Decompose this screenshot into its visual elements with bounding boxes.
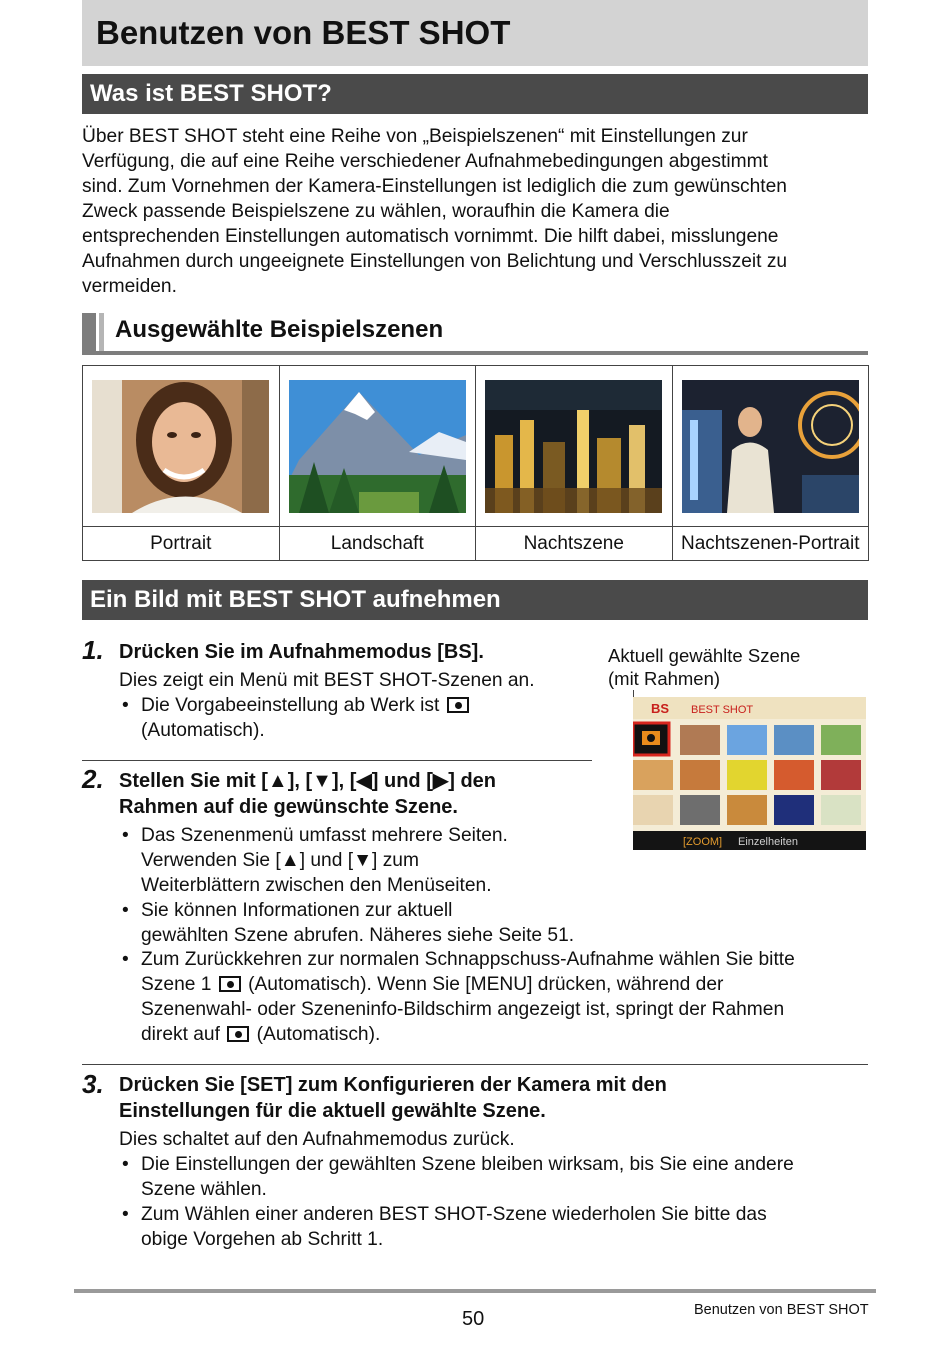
menu-logo: BS	[651, 701, 670, 716]
subsection-title: Ausgewählte Beispielszenen	[115, 316, 444, 343]
step-number: 2.	[82, 764, 104, 794]
bullet-text: Sie können Informationen zur aktuell	[141, 900, 453, 921]
bullet-dot: •	[122, 695, 129, 716]
header-marker	[99, 313, 104, 351]
bullet-text: (Automatisch).	[256, 1024, 381, 1045]
divider	[82, 1064, 868, 1065]
menu-caption	[608, 644, 800, 690]
bullet-text: Szene 1	[141, 974, 212, 995]
scene-image-cell	[279, 366, 476, 527]
step-text: Dies schaltet auf den Aufnahmemodus zurück.	[119, 1129, 515, 1150]
bullet-text: (Automatisch). Wenn Sie [MENU] drücken, während der	[248, 974, 724, 995]
camera-auto-icon	[219, 976, 241, 992]
menu-title: BEST SHOT	[691, 704, 754, 716]
bullet-dot: •	[122, 825, 129, 846]
step-text: Dies zeigt ein Menü mit BEST SHOT-Szenen an.	[119, 670, 535, 691]
intro-line: entsprechenden Einstellungen automatisch vornimmt. Die hilft dabei, misslungene	[82, 226, 779, 247]
footer-rule	[74, 1289, 876, 1293]
intro-paragraph	[82, 124, 862, 299]
scene-table	[82, 365, 869, 561]
bullet-text: Weiterblättern zwischen den Menüseiten.	[141, 875, 492, 896]
step-heading: Stellen Sie mit [▲], [▼], [◀] und [▶] den	[119, 770, 497, 792]
night-portrait-photo	[682, 380, 859, 513]
menu-footer-text: Einzelheiten	[738, 836, 798, 848]
bullet-text: Zum Wählen einer anderen BEST SHOT-Szene wiederholen Sie bitte das	[141, 1204, 767, 1225]
header-marker	[82, 313, 96, 351]
bullet-text: Das Szenenmenü umfasst mehrere Seiten.	[141, 825, 508, 846]
intro-line: Aufnahmen durch ungeeignete Einstellungen von Belichtung und Verschlusszeit zu	[82, 251, 788, 272]
bullet-dot: •	[122, 900, 129, 921]
step-heading: Drücken Sie im Aufnahmemodus [BS].	[119, 641, 484, 663]
bullet-text: obige Vorgehen ab Schritt 1.	[141, 1229, 384, 1250]
landscape-photo	[289, 380, 466, 513]
menu-footer-key: [ZOOM]	[683, 836, 723, 848]
scene-label: Nachtszene	[476, 527, 673, 561]
caption-line: Aktuell gewählte Szene	[608, 645, 801, 666]
step-number: 1.	[82, 635, 104, 665]
bullet-text: Die Vorgabeeinstellung ab Werk ist	[141, 695, 440, 716]
bullet-text: Die Einstellungen der gewählten Szene bleiben wirksam, bis Sie eine andere	[141, 1154, 794, 1175]
subsection-header	[82, 313, 868, 355]
intro-line: Über BEST SHOT steht eine Reihe von „Beispielszenen“ mit Einstellungen zur	[82, 126, 748, 147]
bullet-text: (Automatisch).	[141, 720, 265, 741]
section-title: Ein Bild mit BEST SHOT aufnehmen	[90, 586, 501, 613]
bullet-text: Verwenden Sie [▲] und [▼] zum	[141, 850, 419, 871]
step-number: 3.	[82, 1069, 104, 1099]
bullet-dot: •	[122, 1154, 129, 1175]
step-heading: Rahmen auf die gewünschte Szene.	[119, 796, 458, 818]
bullet-text: direkt auf	[141, 1024, 220, 1045]
scene-label: Portrait	[83, 527, 280, 561]
scene-image-cell	[476, 366, 673, 527]
intro-line: sind. Zum Vornehmen der Kamera-Einstellungen ist lediglich die zum gewünschten	[82, 176, 787, 197]
bullet-text-line	[141, 1022, 380, 1047]
bullet-text-line	[141, 972, 723, 997]
scene-image-cell	[83, 366, 280, 527]
scene-label: Landschaft	[279, 527, 476, 561]
footer-chapter-label: Benutzen von BEST SHOT	[694, 1302, 869, 1318]
step-heading: Drücken Sie [SET] zum Konfigurieren der Kamera mit den	[119, 1074, 667, 1096]
divider	[82, 760, 592, 761]
bullet-text: Szenenwahl- oder Szeneninfo-Bildschirm angezeigt ist, springt der Rahmen	[141, 999, 785, 1020]
page-title: Benutzen von BEST SHOT	[96, 14, 511, 51]
intro-line: Zweck passende Beispielszene zu wählen, woraufhin die Kamera die	[82, 201, 670, 222]
intro-line: vermeiden.	[82, 276, 177, 297]
bullet-dot: •	[122, 1204, 129, 1225]
bullet-dot: •	[122, 949, 129, 970]
bullet-text: gewählten Szene abrufen. Näheres siehe Seite 51.	[141, 925, 575, 946]
best-shot-menu-screen	[633, 697, 866, 850]
caption-line: (mit Rahmen)	[608, 668, 721, 689]
bullet-text: Zum Zurückkehren zur normalen Schnappschuss-Aufnahme wählen Sie bitte	[141, 949, 795, 970]
title-bar	[82, 0, 868, 66]
bullet-text: Szene wählen.	[141, 1179, 267, 1200]
camera-auto-icon	[227, 1026, 249, 1042]
section-header-what-is	[82, 74, 868, 114]
scene-label: Nachtszenen-Portrait	[672, 527, 869, 561]
camera-auto-icon	[447, 697, 469, 713]
scene-image-cell	[672, 366, 869, 527]
section-title: Was ist BEST SHOT?	[90, 80, 332, 107]
portrait-photo	[92, 380, 269, 513]
night-scene-photo	[485, 380, 662, 513]
step-heading: Einstellungen für die aktuell gewählte Szene.	[119, 1100, 546, 1122]
section-header-take-photo	[82, 580, 868, 620]
intro-line: Verfügung, die auf eine Reihe verschiedener Aufnahmebedingungen abgestimmt	[82, 151, 768, 172]
page-number: 50	[462, 1308, 485, 1330]
